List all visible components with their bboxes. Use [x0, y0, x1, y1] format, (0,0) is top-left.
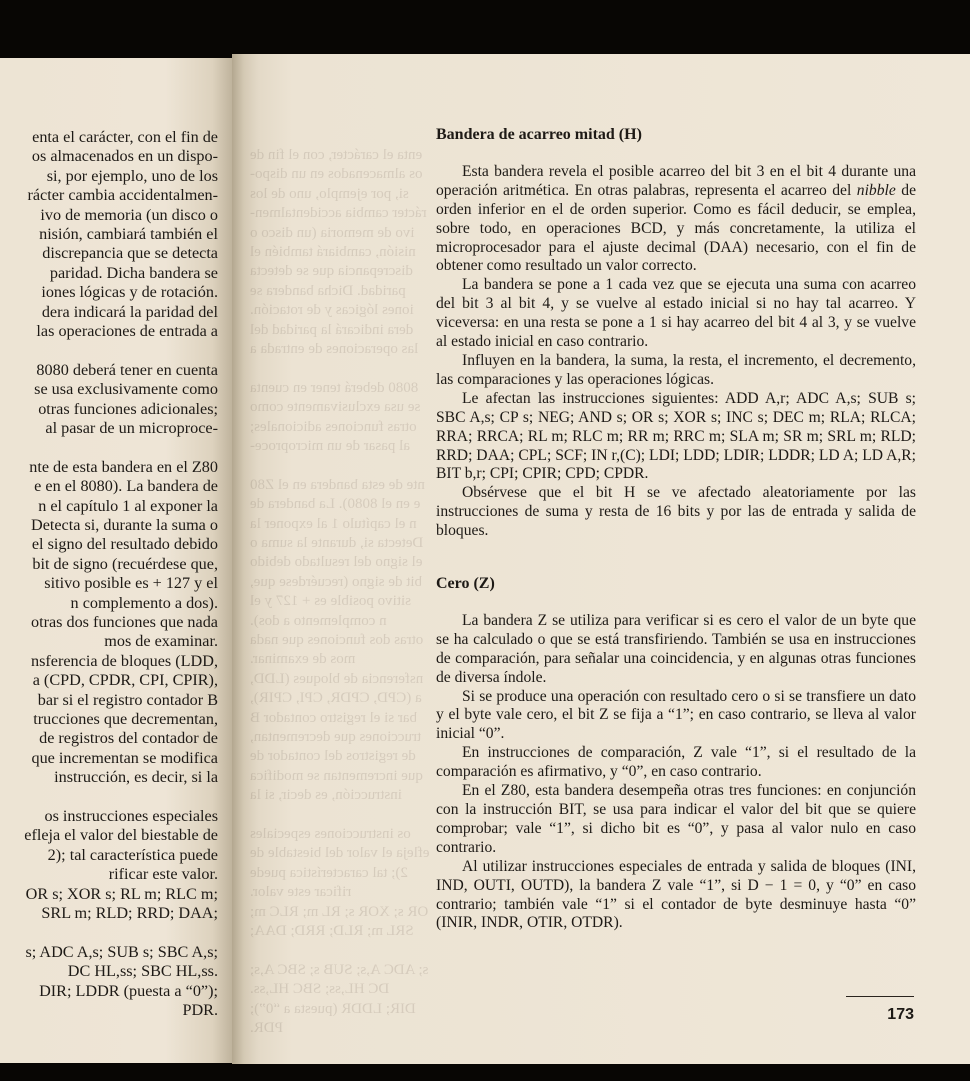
left-page-line: PDR.: [182, 1001, 218, 1019]
show-through-line: bit de signo (recuérdese que,: [250, 573, 423, 590]
paragraph: La bandera Z se utiliza para verificar si es cero el valor de un byte que se ha calculado o que se está transfiriendo. También se usa en instrucciones de comparación, para señalar una coincidencia, y en algunas otras funciones de diversa índole.: [436, 611, 916, 686]
left-page-line: mos de examinar.: [104, 632, 218, 651]
left-page-line: rácter cambia accidentalmen-: [27, 186, 218, 205]
left-page-line: nsferencia de bloques (LDD,: [31, 651, 218, 670]
show-through-line: las operaciones de entrada a: [250, 341, 419, 357]
show-through-line: otras dos funciones que nada: [250, 632, 424, 648]
left-page-line: que incrementan se modifica: [31, 748, 218, 767]
show-through-line: DC HL,ss; SBC HL,ss.: [250, 981, 390, 998]
left-page-line: si, por ejemplo, uno de los: [46, 166, 218, 185]
paragraph: La bandera se pone a 1 cada vez que se ejecuta una suma con acarreo del bit 3 al bit 4, y se vuelve al estado inicial si no hay tal acarreo. Y viceversa: en una resta se pone a 1 si hay acarreo del bit 4 al 3, y se vuelve al estado inicial en caso contrario.: [436, 276, 916, 351]
show-through-line: discrepancia que se detecta: [250, 263, 413, 280]
left-page-line: iones lógicas y de rotación.: [41, 283, 218, 302]
paragraph: Si se produce una operación con resultado cero o si se transfiere un dato y el byte vale cero, el bit Z se fija a “1”; en caso contrario, se lleva al valor inicial “0”.: [436, 687, 916, 743]
show-through-line: instrucción, es decir, si la: [250, 787, 402, 804]
show-through-line: al pasar de un microproce-: [250, 438, 410, 454]
show-through-line: nte de esta bandera en el Z80: [250, 476, 425, 493]
left-page-line: otras dos funciones que nada: [30, 613, 218, 631]
show-through-line: paridad. Dicha bandera se: [250, 282, 406, 299]
show-through-line: Detecta si, durante la suma o: [250, 535, 424, 551]
left-page-line: e en el 8080). La bandera de: [34, 477, 218, 496]
right-page: [232, 54, 970, 1064]
show-through-line: el signo del resultado debido: [250, 554, 423, 571]
show-through-line: rificar este valor.: [250, 884, 352, 901]
show-through-line: dera indicará la paridad del: [250, 321, 414, 338]
show-through-line: efleja el valor del biestable de: [250, 845, 430, 862]
left-page-line: ivo de memoria (un disco o: [40, 205, 218, 224]
left-page-line: s; ADC A,s; SUB s; SBC A,s;: [25, 942, 218, 961]
show-through-line: de registros del contador de: [250, 748, 416, 765]
left-page-line: dera indicará la paridad del: [41, 302, 218, 321]
show-through-line: iones lógicas y de rotación.: [250, 302, 414, 319]
paragraph: Influyen en la bandera, la suma, la resta, el incremento, el decremento, las comparaciones y las operaciones lógicas.: [436, 351, 916, 388]
show-through-line: sitivo posible es + 127 y el: [250, 593, 411, 610]
show-through-line: os instrucciones especiales: [250, 826, 411, 842]
emphasis: nibble: [856, 181, 896, 199]
paragraph: Obsérvese que el bit H se ve afectado aleatoriamente por las instrucciones de suma y resta de 16 bits y por las de entrada y salida de bloques.: [436, 484, 916, 540]
left-page-line: OR s; XOR s; RL m; RLC m;: [25, 884, 218, 903]
left-page-line: instrucción, es decir, si la: [54, 768, 218, 787]
show-through-line: e en el 8080). La bandera de: [250, 496, 421, 513]
show-through-line: a (CPD, CPDR, CPI, CPIR),: [250, 690, 422, 707]
left-page-line: sitivo posible es + 127 y el: [44, 574, 218, 593]
left-page: [0, 58, 236, 1063]
show-through-line: que incrementan se modifica: [250, 767, 423, 784]
show-through-text: [232, 54, 430, 1054]
section-title-zero: Cero (Z): [436, 575, 495, 593]
left-page-line: 8080 deberá tener en cuenta: [36, 360, 218, 379]
show-through-line: n complemento a dos).: [250, 612, 387, 629]
show-through-line: rácter cambia accidentalmen-: [250, 205, 427, 222]
left-page-line: nisión, cambiará también el: [39, 225, 218, 243]
left-page-line: efleja el valor del biestable de: [24, 826, 218, 845]
show-through-line: mos de examinar.: [250, 651, 356, 668]
section-title-half-carry: Bandera de acarreo mitad (H): [436, 126, 642, 143]
show-through-line: PDR.: [250, 1020, 283, 1036]
page-number: 173: [887, 1006, 914, 1023]
left-page-line: 2); tal característica puede: [47, 845, 218, 864]
left-page-line: paridad. Dicha bandera se: [49, 263, 218, 282]
left-page-line: discrepancia que se detecta: [42, 244, 218, 263]
left-page-line: rificar este valor.: [108, 865, 218, 884]
left-page-line: Detecta si, durante la suma o: [31, 516, 218, 534]
show-through-line: enta el carácter, con el fin de: [250, 147, 423, 163]
show-through-line: trucciones que decrementan,: [250, 729, 422, 745]
show-through-line: nisión, cambiará también el: [250, 244, 416, 260]
left-page-line: nte de esta bandera en el Z80: [29, 457, 218, 476]
left-page-line: n complemento a dos).: [70, 593, 218, 612]
left-page-line: DC HL,ss; SBC HL,ss.: [67, 962, 218, 981]
left-page-line: trucciones que decrementan,: [33, 710, 218, 728]
show-through-line: DIR; LDDR (puesta a “0”);: [250, 1000, 416, 1017]
show-through-line: otras funciones adicionales;: [250, 418, 417, 435]
page-number-rule: [846, 996, 914, 997]
show-through-line: n el capítulo 1 al exponer la: [250, 515, 417, 532]
show-through-line: se usa exclusivamente como: [250, 399, 421, 416]
show-through-line: s; ADC A,s; SUB s; SBC A,s;: [250, 961, 429, 978]
left-page-line: se usa exclusivamente como: [34, 380, 218, 399]
show-through-line: 8080 deberá tener en cuenta: [250, 379, 419, 396]
show-through-line: SRL m; RLD; RRD; DAA;: [250, 923, 414, 939]
left-page-line: el signo del resultado debido: [31, 535, 218, 554]
left-page-line: otras funciones adicionales;: [38, 399, 218, 418]
left-page-line: las operaciones de entrada a: [36, 322, 218, 340]
left-page-line: enta el carácter, con el fin de: [32, 128, 218, 146]
left-page-line: al pasar de un microproce-: [45, 419, 218, 437]
left-page-line: bar si el registro contador B: [37, 690, 218, 709]
show-through-line: 2); tal característica puede: [250, 864, 408, 881]
paragraph: En el Z80, esta bandera desempeña otras tres funciones: en conjunción con la instrucción BIT, se usa para indicar el valor del bit que se quiere comprobar; vale “1”, si dicho bit es “0”, y pasa al valor nulo en caso contrario.: [436, 782, 916, 856]
left-page-line: os almacenados en un dispo-: [31, 147, 218, 166]
show-through-line: os almacenados en un dispo-: [250, 166, 423, 183]
paragraph: Al utilizar instrucciones especiales de entrada y salida de bloques (INI, IND, OUTI, OUTD), la bandera Z vale “1”, si D − 1 = 0, y “0” en caso contrario; también vale “1” si el contador de byte desminuye hasta “0” (INIR, INDR, OTIR, OTDR).: [436, 857, 916, 932]
left-page-line: bit de signo (recuérdese que,: [32, 554, 218, 573]
show-through-line: ivo de memoria (un disco o: [250, 224, 415, 241]
left-page-line: DIR; LDDR (puesta a “0”);: [39, 981, 218, 1000]
left-page-line: de registros del contador de: [39, 729, 218, 748]
left-page-line: os instrucciones especiales: [44, 807, 218, 825]
show-through-line: nsferencia de bloques (LDD,: [250, 670, 424, 687]
paragraph: Esta bandera revela el posible acarreo del bit 3 en el bit 4 durante una operación aritmética. En otras palabras, representa el acarreo del nibble de orden inferior en el de orden superior. Como es fácil deducir, se emplea, sobre todo, en operaciones BCD, y más concretamente, la utiliza el microprocesador para el ajuste decimal (DAA) necesario, con el fin de obtener como resultado un valor correcto.: [436, 162, 916, 275]
paragraph: Le afectan las instrucciones siguientes: ADD A,r; ADC A,s; SUB s; SBC A,s; CP s; NEG; AND s; OR s; XOR s; INC s; DEC m; RLA; RLCA; RRA; RRCA; RL m; RLC m; RR m; RRC m; SLA m; SR m; SRL m; RLD; RRD; DAA; CPL; SCF; IN r,(C); LDI; LDD; LDIR; LDDR; LD A; LD A,R; BIT b,r; CPI; CPIR; CPD; CPDR.: [436, 389, 916, 483]
left-page-line: a (CPD, CPDR, CPI, CPIR),: [32, 671, 218, 690]
show-through-line: si, por ejemplo, uno de los: [250, 185, 409, 202]
left-page-line: SRL m; RLD; RRD; DAA;: [41, 904, 218, 922]
left-page-line: n el capítulo 1 al exponer la: [38, 496, 218, 515]
show-through-line: bar si el registro contador B: [250, 709, 418, 726]
paragraph: En instrucciones de comparación, Z vale “1”, si el resultado de la comparación es afirmativo, y “0”, en caso contrario.: [436, 744, 916, 781]
show-through-line: OR s; XOR s; RL m; RLC m;: [250, 903, 429, 920]
right-page-content: [436, 126, 916, 933]
